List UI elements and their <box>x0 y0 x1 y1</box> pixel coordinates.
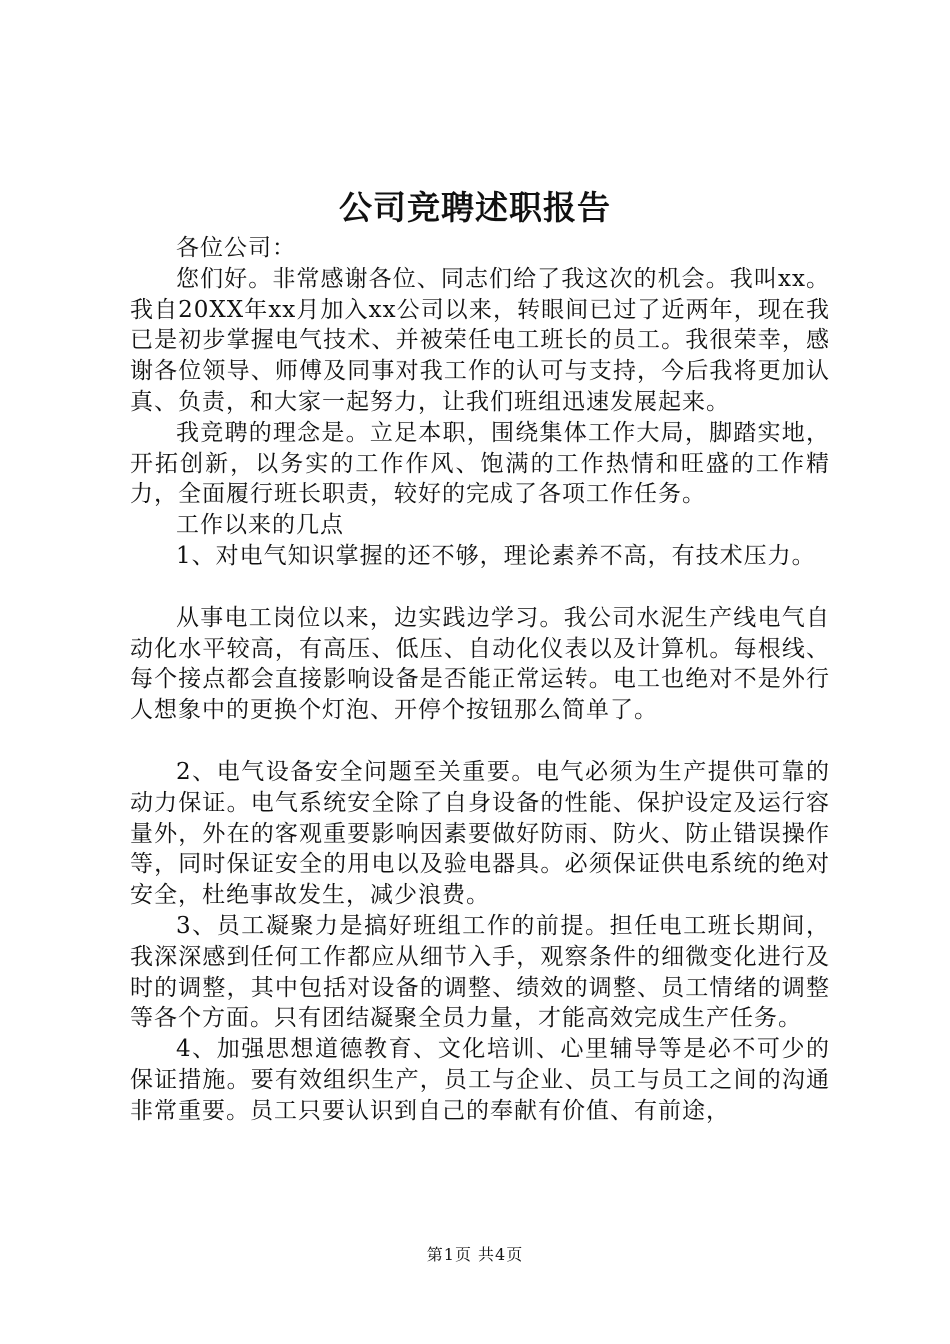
numbered-paragraph: 2、电气设备安全问题至关重要。电气必须为生产提供可靠的动力保证。电气系统安全除了自身设备的性能、保护设定及运行容量外，外在的客观重要影响因素要做好防雨、防火、防止错误操作等，同时保证安全的用电以及验电器具。必须保证供电系统的绝对安全，杜绝事故发生，减少浪费。 <box>130 758 830 909</box>
numbered-paragraph: 4、加强思想道德教育、文化培训、心里辅导等是必不可少的保证措施。要有效组织生产，员工与企业、员工与员工之间的沟通非常重要。员工只要认识到自己的奉献有价值、有前途， <box>130 1036 830 1124</box>
salutation-paragraph: 各位公司： <box>176 235 296 261</box>
numbered-paragraph: 1、对电气知识掌握的还不够，理论素养不高，有技术压力。 <box>176 542 816 569</box>
page-number-footer: 第1页 共4页 <box>426 1245 524 1264</box>
body-paragraph: 从事电工岗位以来，边实践边学习。我公司水泥生产线电气自动化水平较高，有高压、低压、自动化仪表以及计算机。每根线、每个接点都会直接影响设备是否能正常运转。电工也绝对不是外行人想象中的更换个灯泡、开停个按钮那么简单了。 <box>130 604 830 724</box>
document-body <box>130 233 830 1127</box>
body-paragraph: 您们好。非常感谢各位、同志们给了我这次的机会。我叫xx。我自20XX年xx月加入xx公司以来，转眼间已过了近两年，现在我已是初步掌握电气技术、并被荣任电工班长的员工。我很荣幸，感谢各位领导、师傅及同事对我工作的认可与支持，今后我将更加认真、负责，和大家一起努力，让我们班组迅速发展起来。 <box>130 265 830 415</box>
body-paragraph: 工作以来的几点 <box>176 512 344 539</box>
numbered-paragraph: 3、员工凝聚力是搞好班组工作的前提。担任电工班长期间，我深深感到任何工作都应从细节入手，观察条件的细微变化进行及时的调整，其中包括对设备的调整、绩效的调整、员工情绪的调整等各个方面。只有团结凝聚全员力量，才能高效完成生产任务。 <box>130 912 830 1032</box>
body-paragraph: 我竞聘的理念是。立足本职，围绕集体工作大局，脚踏实地，开拓创新，以务实的工作作风、饱满的工作热情和旺盛的工作精力，全面履行班长职责，较好的完成了各项工作任务。 <box>130 419 830 508</box>
document-title: 公司竞聘述职报告 <box>339 188 611 227</box>
